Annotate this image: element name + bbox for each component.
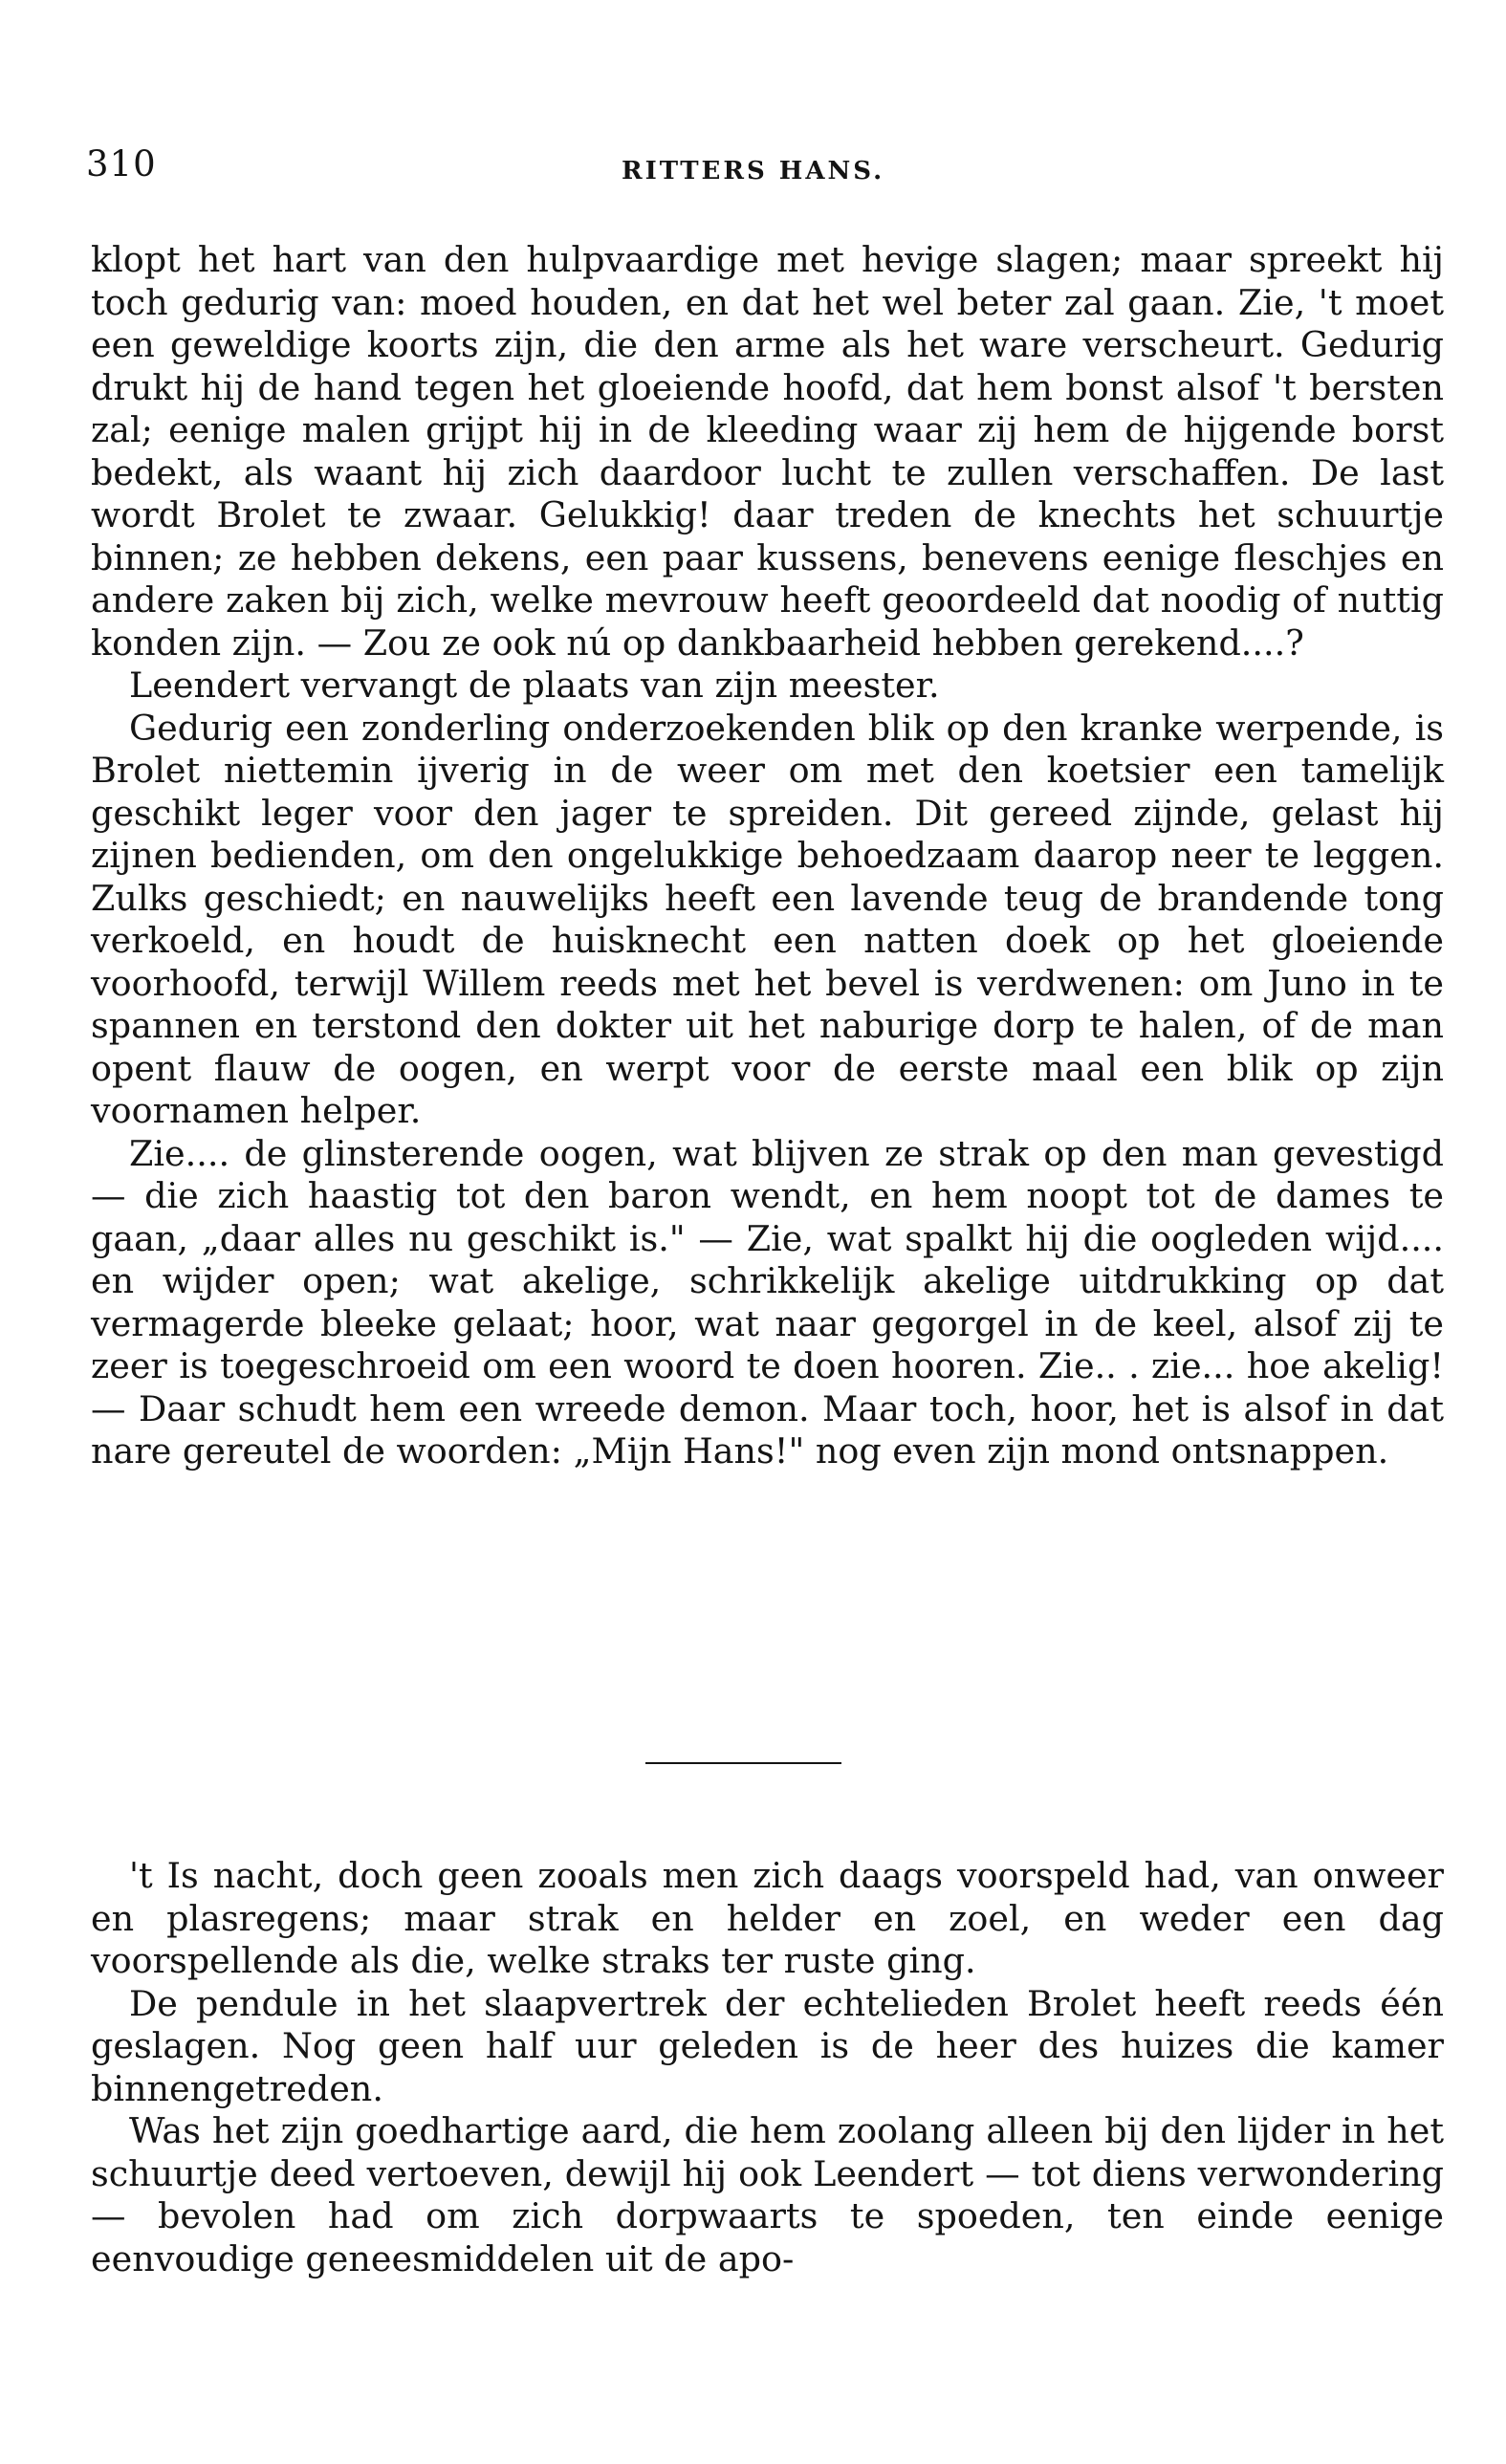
paragraph: 't Is nacht, doch geen zooals men zich daags voorspeld had, van onweer en plasregens; maar strak en helder en zoel, en weder een dag voorspellende als die, welke straks ter ruste ging. xyxy=(91,1855,1444,1981)
section-2-text xyxy=(91,1855,1444,2280)
paragraph: Zie.... de glinsterende oogen, wat blijven ze strak op den man gevestigd — die zich haastig tot den baron wendt, en hem noopt tot de dames te gaan, „daar alles nu geschikt is." — Zie, wat spalkt hij die oogleden wijd.... en wijder open; wat akelige, schrikkelijk akelige uitdrukking op dat vermagerde bleeke gelaat; hoor, wat naar gegorgel in de keel, alsof zij te zeer is toegeschroeid om een woord te doen hooren. Zie.. . zie... hoe akelig! — Daar schudt hem een wreede demon. Maar toch, hoor, het is alsof in dat nare gereutel de woorden: „Mijn Hans!" nog even zijn mond ontsnappen. xyxy=(91,1132,1444,1472)
page-number: 310 xyxy=(86,143,157,185)
paragraph: klopt het hart van den hulpvaardige met hevige slagen; maar spreekt hij toch gedurig van: moed houden, en dat het wel beter zal gaan. Zie, 't moet een geweldige koorts zijn, die den arme als het ware verscheurt. Gedurig drukt hij de hand tegen het gloeiende hoofd, dat hem bonst alsof 't bersten zal; eenige malen grijpt hij in de kleeding waar zij hem de hijgende borst bedekt, als waant hij zich daardoor lucht te zullen verschaffen. De last wordt Brolet te zwaar. Gelukkig! daar treden de knechts het schuurtje binnen; ze hebben dekens, een paar kussens, benevens eenige fleschjes en andere zaken bij zich, welke mevrouw heeft geoordeeld dat noodig of nuttig konden zijn. — Zou ze ook nú op dankbaarheid hebben gerekend....? xyxy=(91,239,1444,664)
paragraph: Leendert vervangt de plaats van zijn meester. xyxy=(129,665,940,706)
paragraph: Was het zijn goedhartige aard, die hem zoolang alleen bij den lijder in het schuurtje deed vertoeven, dewijl hij ook Leendert — tot diens verwondering — bevolen had om zich dorpwaarts te spoeden, ten einde eenige eenvoudige geneesmiddelen uit de apo- xyxy=(91,2110,1444,2279)
page-header xyxy=(86,143,1420,191)
paragraph: De pendule in het slaapvertrek der echtelieden Brolet heeft reeds één geslagen. Nog geen half uur geleden is de heer des huizes die kamer binnengetreden. xyxy=(91,1982,1444,2109)
running-head: RITTERS HANS. xyxy=(622,157,885,185)
paragraph: Gedurig een zonderling onderzoekenden blik op den kranke werpende, is Brolet niettemin ijverig in de weer om met den koetsier een tamelijk geschikt leger voor den jager te spreiden. Dit gereed zijnde, gelast hij zijnen bedienden, om den ongelukkige behoedzaam daarop neer te leggen. Zulks geschiedt; en nauwelijks heeft een lavende teug de brandende tong verkoeld, en houdt de huisknecht een natten doek op het gloeiende voorhoofd, terwijl Willem reeds met het bevel is verdwenen: om Juno in te spannen en terstond den dokter uit het naburige dorp te halen, of de man opent flauw de oogen, en werpt voor de eerste maal een blik op zijn voornamen helper. xyxy=(91,707,1444,1131)
section-1-text xyxy=(91,239,1444,1473)
section-divider xyxy=(645,1762,841,1764)
